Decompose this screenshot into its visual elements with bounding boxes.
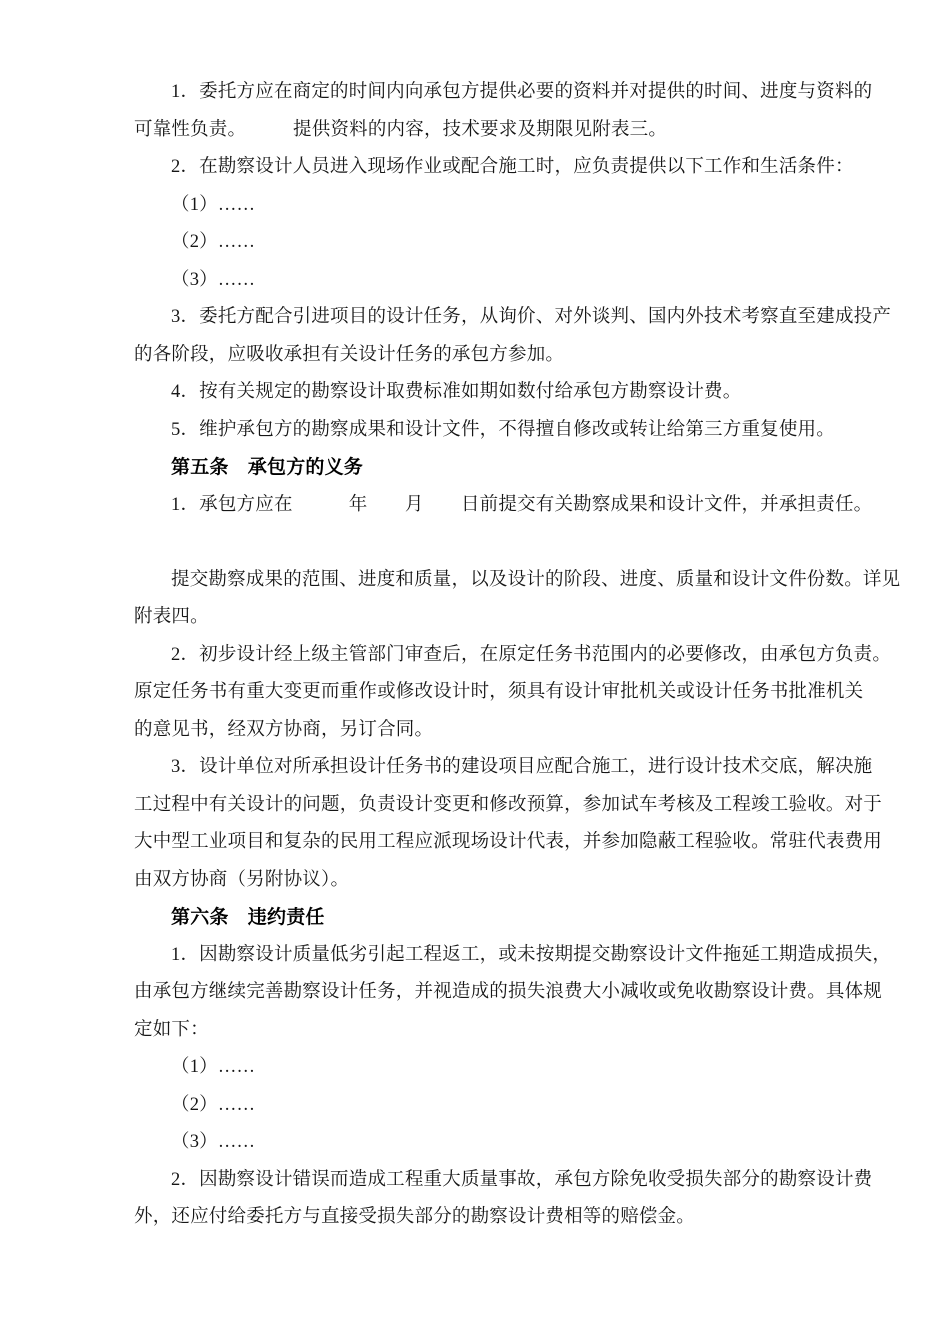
document-line: 的意见书，经双方协商，另订合同。 [134, 719, 434, 740]
document-line: 外，还应付给委托方与直接受损失部分的勘察设计费相等的赔偿金。 [134, 1207, 696, 1227]
section-heading: 第六条 违约责任 [171, 907, 325, 928]
document-line [134, 524, 890, 562]
document-line: 5．维护承包方的勘察成果和设计文件，不得擅自修改或转让给第三方重复使用。 [171, 419, 835, 440]
section-heading: 第五条 承包方的义务 [171, 457, 364, 478]
document-line: 1．因勘察设计质量低劣引起工程返工，或未按期提交勘察设计文件拖延工期造成损失， [171, 944, 892, 965]
document-line: 可靠性负责。 提供资料的内容，技术要求及期限见附表三。 [134, 119, 668, 140]
document-line: （1）…… [171, 1057, 256, 1077]
document-line: （3）…… [171, 269, 256, 290]
document-line: 由双方协商（另附协议）。 [134, 869, 350, 890]
document-line: 附表四。 [134, 607, 209, 627]
document-line: 3．设计单位对所承担设计任务书的建设项目应配合施工，进行设计技术交底，解决施 [171, 757, 873, 777]
document-line: 4．按有关规定的勘察设计取费标准如期如数付给承包方勘察设计费。 [171, 382, 742, 402]
document-line: （1）…… [171, 194, 256, 215]
document-line: （2）…… [171, 232, 256, 252]
document-line: 2．初步设计经上级主管部门审查后，在原定任务书范围内的必要修改，由承包方负责。 [171, 644, 892, 665]
document-line: 2．在勘察设计人员进入现场作业或配合施工时，应负责提供以下工作和生活条件： [171, 157, 854, 177]
document-line: 由承包方继续完善勘察设计任务，并视造成的损失浪费大小减收或免收勘察设计费。具体规 [134, 982, 883, 1002]
document-line: 3．委托方配合引进项目的设计任务，从询价、对外谈判、国内外技术考察直至建成投产 [171, 307, 892, 327]
document-line: （3）…… [171, 1132, 256, 1152]
document-line: 1．承包方应在 年 月 日前提交有关勘察成果和设计文件，并承担责任。 [171, 494, 873, 515]
document-line: 原定任务书有重大变更而重作或修改设计时，须具有设计审批机关或设计任务书批准机关 [134, 682, 864, 702]
document-line: 工过程中有关设计的问题，负责设计变更和修改预算，参加试车考核及工程竣工验收。对于 [134, 794, 883, 815]
document-line: 2．因勘察设计错误而造成工程重大质量事故，承包方除免收受损失部分的勘察设计费 [171, 1169, 873, 1190]
document-line: 提交勘察成果的范围、进度和质量，以及设计的阶段、进度、质量和设计文件份数。详见 [171, 569, 901, 590]
document-line: （2）…… [171, 1094, 256, 1115]
document-line: 大中型工业项目和复杂的民用工程应派现场设计代表，并参加隐蔽工程验收。常驻代表费用 [134, 832, 883, 852]
document-body [134, 74, 901, 1237]
document-line: 1．委托方应在商定的时间内向承包方提供必要的资料并对提供的时间、进度与资料的 [171, 82, 873, 102]
document-line: 定如下： [134, 1019, 209, 1040]
document-line: 的各阶段，应吸收承担有关设计任务的承包方参加。 [134, 344, 565, 365]
